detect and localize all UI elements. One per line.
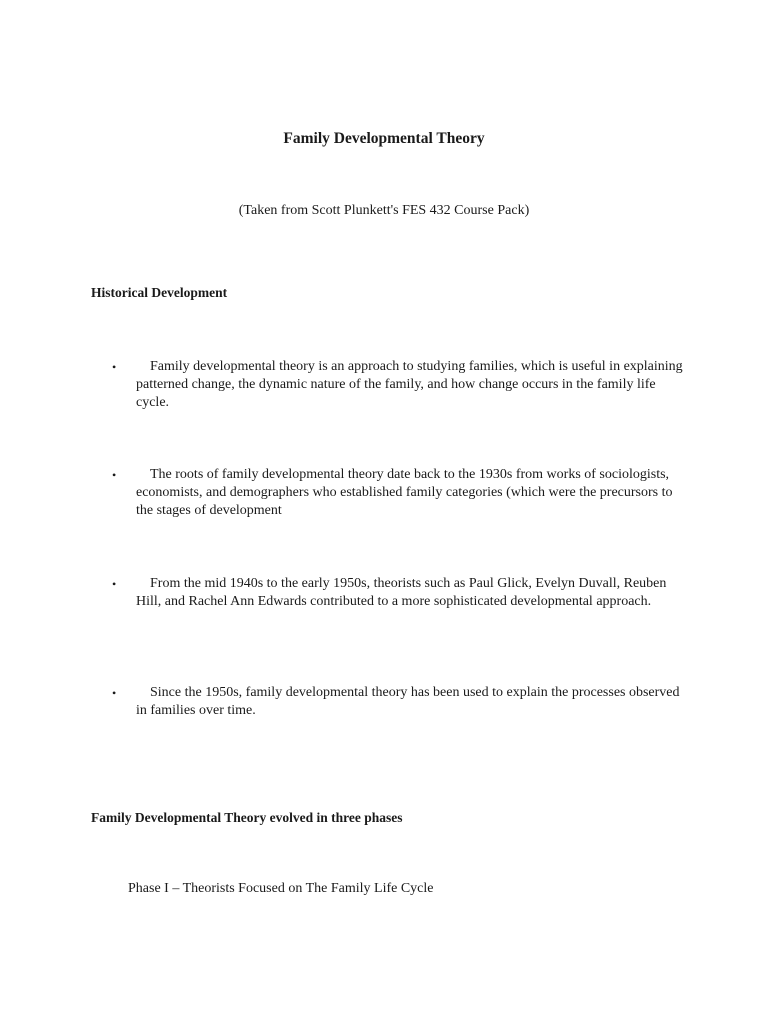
bullet-icon: • — [112, 468, 117, 482]
bullet-text: The roots of family developmental theory date back to the 1930s from works of sociologists, economists, and demographers who established family categories (which were the precursors to the stages of development — [136, 467, 673, 518]
document-title: Family Developmental Theory — [283, 130, 485, 147]
bullet-list-item — [112, 684, 692, 720]
bullet-text: Since the 1950s, family developmental theory has been used to explain the processes observed in families over time. — [136, 685, 680, 718]
bullet-list-item — [112, 575, 692, 611]
section-heading-historical-development: Historical Development — [91, 285, 228, 300]
bullet-icon: • — [112, 577, 117, 591]
bullet-icon: • — [112, 360, 117, 374]
phase-one-subheading: Phase I – Theorists Focused on The Family Life Cycle — [128, 881, 434, 896]
bullet-list-item — [112, 358, 692, 412]
document-subtitle: (Taken from Scott Plunkett's FES 432 Course Pack) — [238, 203, 530, 218]
section-heading-three-phases: Family Developmental Theory evolved in three phases — [91, 810, 403, 825]
bullet-icon: • — [112, 686, 117, 700]
bullet-text: From the mid 1940s to the early 1950s, theorists such as Paul Glick, Evelyn Duvall, Reuben Hill, and Rachel Ann Edwards contributed to a more sophisticated developmental approach. — [136, 576, 667, 609]
bullet-list-item — [112, 466, 692, 520]
bullet-text: Family developmental theory is an approach to studying families, which is useful in explaining patterned change, the dynamic nature of the family, and how change occurs in the family life cycle. — [136, 359, 683, 410]
